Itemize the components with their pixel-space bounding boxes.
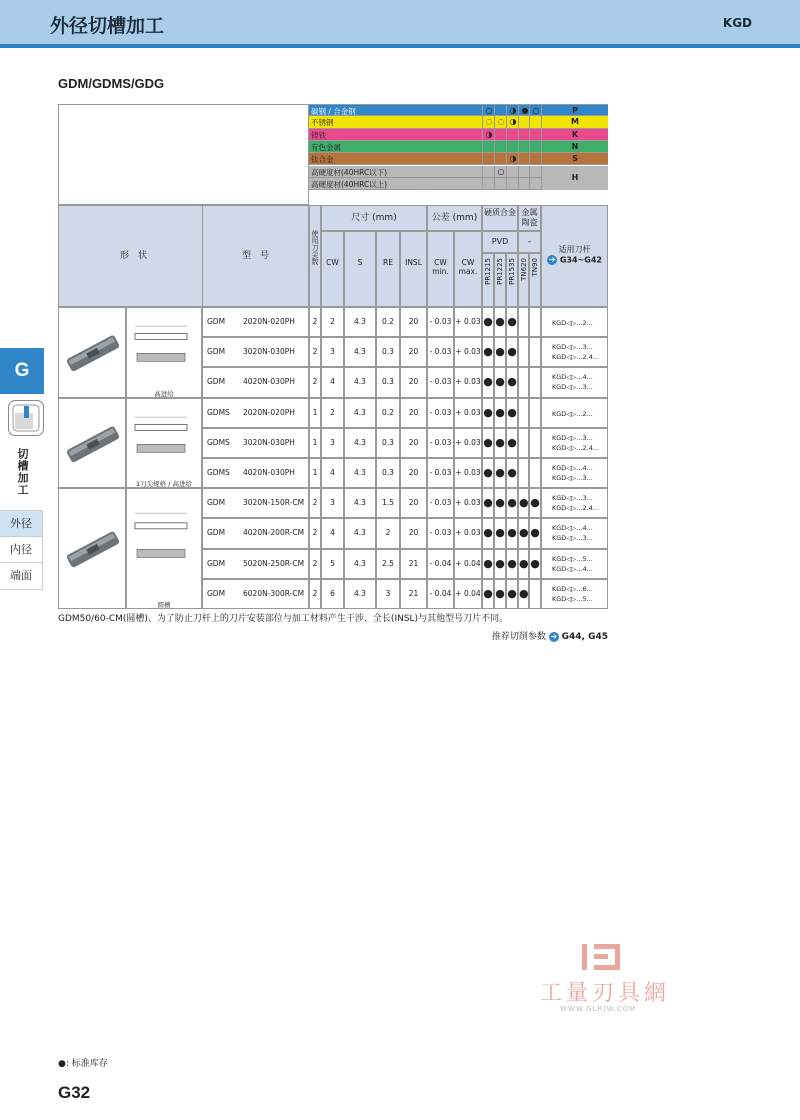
dash-header: -: [518, 231, 541, 253]
holder-model: KGD◁▷...5...: [552, 594, 593, 603]
holder-model: KGD◁▷...2...: [552, 409, 593, 418]
stock-mark: [529, 579, 541, 609]
holder-model: KGD◁▷...2.4...: [552, 504, 600, 513]
stock-mark: ●: [494, 549, 506, 579]
cw-value: 2: [321, 307, 344, 337]
model-cell[interactable]: [202, 337, 309, 367]
tmin-value: - 0.03: [427, 337, 454, 367]
material-row: [309, 141, 608, 153]
holder-model: KGD◁▷...3...: [552, 343, 593, 352]
insl-value: 20: [400, 518, 427, 548]
product-code: KGD: [722, 16, 752, 30]
tmin-value: - 0.03: [427, 398, 454, 428]
model-number: 3020N-030PH: [243, 347, 295, 357]
arrow-right-icon: ➔: [550, 631, 558, 641]
series-name: GDM: [207, 498, 226, 508]
tmin-value: - 0.04: [427, 549, 454, 579]
stock-mark: ●: [518, 579, 529, 609]
material-label: 不锈钢: [311, 118, 334, 128]
stock-mark: [529, 398, 541, 428]
tmax-value: + 0.04: [454, 579, 482, 609]
material-suitability: ◌: [494, 116, 507, 127]
insl-value: 20: [400, 488, 427, 518]
series-name: GDM: [207, 528, 226, 538]
model-number: 3020N-150R-CM: [243, 498, 305, 508]
stock-mark: ●: [529, 518, 541, 548]
grade-header: [518, 253, 529, 307]
cw-value: 3: [321, 428, 344, 458]
re-value: 2.5: [376, 549, 400, 579]
stock-mark: [518, 398, 529, 428]
cw-header: CW: [321, 231, 344, 307]
insl-value: 20: [400, 398, 427, 428]
tmax-value: + 0.03: [454, 398, 482, 428]
material-row: [309, 104, 608, 116]
grade-label: PR1215: [484, 258, 492, 285]
iso-code: M: [541, 116, 608, 127]
stock-mark: ●: [506, 428, 518, 458]
iso-code: H: [541, 166, 608, 191]
series-name: GDM: [207, 317, 226, 326]
holder-model: KGD◁▷...4...: [552, 524, 593, 533]
carbide-header: 硬质合金: [482, 205, 518, 231]
material-suitability: ○: [494, 166, 507, 177]
stock-mark: [529, 367, 541, 397]
s-value: 4.3: [344, 398, 376, 428]
s-value: 4.3: [344, 488, 376, 518]
tmax-value: + 0.03: [454, 458, 482, 488]
legend: ●: 标准库存: [58, 1059, 108, 1069]
insl-value: 21: [400, 549, 427, 579]
insert-caption: 高进给: [154, 389, 174, 398]
insert-caption: 圆槽: [157, 600, 171, 609]
grade-label: TN90: [531, 258, 539, 277]
stock-mark: [529, 337, 541, 367]
tmax-value: + 0.03: [454, 488, 482, 518]
grade-label: TN620: [519, 258, 528, 281]
holder-cell[interactable]: [541, 428, 608, 458]
holder-model: KGD◁▷...2...: [552, 319, 593, 327]
dims-header: 尺寸 (mm): [321, 205, 427, 231]
recommend-label: 推荐切削参数: [491, 632, 546, 642]
stock-mark: ●: [482, 367, 494, 397]
holder-model: KGD◁▷...3...: [552, 433, 593, 442]
re-header: RE: [376, 231, 400, 307]
tmin-value: - 0.03: [427, 488, 454, 518]
arrow-right-icon: ➔: [548, 255, 556, 264]
holder-model: KGD◁▷...3...: [552, 474, 593, 482]
holder-ref-text: G34~G42: [559, 255, 602, 265]
insert-drawing-icon: [127, 489, 203, 596]
series-name: GDMS: [207, 468, 230, 477]
tol-header: 公差 (mm): [427, 205, 482, 231]
cw-value: 3: [321, 488, 344, 518]
material-suitability: ●: [518, 105, 531, 115]
insert-photo: [58, 398, 126, 489]
holder-model: KGD◁▷...3...: [552, 534, 593, 543]
tmax-value: + 0.03: [454, 428, 482, 458]
tmax-value: + 0.04: [454, 549, 482, 579]
page-number: G32: [58, 1083, 91, 1102]
re-value: 0.2: [376, 307, 400, 337]
insl-value: 20: [400, 337, 427, 367]
model-cell[interactable]: [202, 488, 309, 518]
s-header: S: [344, 231, 376, 307]
material-label: 铸铁: [311, 130, 326, 140]
stock-mark: ●: [494, 488, 506, 518]
model-number: 2020N-020PH: [243, 407, 295, 417]
page-title: 外径切槽加工: [50, 15, 165, 37]
model-number: 2020N-020PH: [243, 317, 295, 326]
cw-max-header: CW max.: [454, 231, 482, 307]
stock-mark: ●: [482, 518, 494, 548]
re-value: 1.5: [376, 488, 400, 518]
material-suitability: ◌: [482, 116, 495, 127]
tmin-value: - 0.03: [427, 307, 454, 337]
edges-value: 2: [309, 307, 321, 337]
insert-image-icon: [59, 308, 127, 399]
re-value: 0.3: [376, 458, 400, 488]
grade-header: [482, 253, 494, 307]
s-value: 4.3: [344, 458, 376, 488]
insert-drawing-icon: [127, 308, 203, 385]
stock-mark: [518, 367, 529, 397]
edges-value: 2: [309, 579, 321, 609]
stock-mark: ●: [494, 337, 506, 367]
tab-face[interactable]: 端面: [0, 562, 43, 590]
material-suitability: ○: [482, 105, 495, 115]
stock-mark: ●: [494, 518, 506, 548]
model-cell[interactable]: [202, 458, 309, 488]
edges-value: 2: [309, 337, 321, 367]
stock-mark: ●: [506, 458, 518, 488]
stock-mark: ●: [506, 579, 518, 609]
watermark-text: 工量刃具網: [540, 981, 671, 1006]
edges-value: 1: [309, 428, 321, 458]
iso-code: N: [541, 141, 608, 152]
holder-cell[interactable]: [541, 549, 608, 579]
stock-mark: ●: [482, 307, 494, 337]
stock-mark: ●: [494, 367, 506, 397]
watermark-url: WWW.GLRJW.COM: [560, 1005, 637, 1013]
recommend-link[interactable]: [492, 629, 608, 642]
material-suitability: ○: [529, 105, 542, 115]
stock-mark: [518, 458, 529, 488]
shape-header: 形 状: [58, 205, 209, 307]
holder-model: KGD◁▷...5...: [552, 554, 593, 563]
holder-model: KGD◁▷...3...: [552, 494, 593, 503]
grade-label: PR1535: [508, 258, 516, 285]
footnote: GDM50/60-CM(圆槽)、为了防止刀杆上的刀片安装部位与加工材料产生干涉、全长(INSL)与其他型号刀片不同。: [58, 614, 509, 624]
stock-mark: ●: [482, 458, 494, 488]
edges-label: 使用刀尖数: [311, 230, 319, 265]
cw-value: 5: [321, 549, 344, 579]
cw-value: 2: [321, 398, 344, 428]
insert-image-icon: [59, 399, 127, 490]
tmin-value: - 0.04: [427, 579, 454, 609]
edges-value: 2: [309, 367, 321, 397]
edges-header: [309, 205, 321, 307]
re-value: 3: [376, 579, 400, 609]
stock-mark: [529, 458, 541, 488]
stock-mark: ●: [506, 307, 518, 337]
stock-mark: ●: [494, 398, 506, 428]
stock-mark: ●: [494, 458, 506, 488]
stock-mark: ●: [518, 518, 529, 548]
material-label: 碳钢 / 合金钢: [311, 107, 356, 116]
stock-mark: ●: [482, 579, 494, 609]
insert-photo: [58, 307, 126, 398]
section-title: GDM/GDMS/GDG: [58, 76, 165, 91]
edges-value: 1: [309, 398, 321, 428]
model-number: 4020N-200R-CM: [243, 528, 305, 538]
holder-title: 适用刀杆: [558, 245, 591, 254]
iso-code: S: [541, 153, 608, 164]
edges-value: 2: [309, 488, 321, 518]
tmin-value: - 0.03: [427, 458, 454, 488]
insert-image-icon: [59, 489, 127, 610]
model-number: 4020N-030PH: [243, 377, 295, 387]
holder-cell[interactable]: [541, 579, 608, 609]
stock-mark: ●: [518, 549, 529, 579]
material-row: [309, 153, 608, 165]
holder-cell[interactable]: [541, 337, 608, 367]
table-corner: [58, 104, 309, 205]
stock-mark: ●: [506, 367, 518, 397]
s-value: 4.3: [344, 337, 376, 367]
stock-mark: ●: [482, 428, 494, 458]
holder-model: KGD◁▷...2.4...: [552, 353, 600, 362]
material-label: 有色金属: [311, 142, 341, 152]
stock-mark: ●: [494, 307, 506, 337]
model-cell[interactable]: [202, 367, 309, 397]
series-name: GDMS: [207, 437, 230, 447]
model-cell[interactable]: [202, 579, 309, 609]
tmax-value: + 0.03: [454, 307, 482, 337]
holder-cell[interactable]: [541, 367, 608, 397]
cw-value: 4: [321, 367, 344, 397]
edges-value: 2: [309, 518, 321, 548]
stock-mark: ●: [482, 337, 494, 367]
model-number: 5020N-250R-CM: [243, 558, 305, 568]
model-number: 3020N-030PH: [243, 437, 295, 447]
insert-drawing-icon: [127, 399, 203, 476]
material-label: 钛合金: [311, 155, 334, 165]
insl-value: 20: [400, 458, 427, 488]
s-value: 4.3: [344, 579, 376, 609]
stock-mark: [518, 337, 529, 367]
series-name: GDM: [207, 377, 226, 387]
holder-cell[interactable]: [541, 307, 608, 337]
series-name: GDM: [207, 347, 226, 357]
grooving-icon: [8, 400, 44, 436]
cw-value: 4: [321, 458, 344, 488]
holder-cell[interactable]: [541, 518, 608, 548]
s-value: 4.3: [344, 549, 376, 579]
cw-value: 3: [321, 337, 344, 367]
insl-value: 20: [400, 367, 427, 397]
stock-mark: [518, 428, 529, 458]
holder-cell[interactable]: [541, 458, 608, 488]
holder-header: [541, 205, 608, 307]
tmin-value: - 0.03: [427, 367, 454, 397]
iso-code: P: [541, 105, 608, 115]
insert-drawing: [126, 488, 202, 609]
material-row: [309, 166, 608, 182]
cw-min-header: CW min.: [427, 231, 454, 307]
material-row: [309, 129, 608, 141]
grade-label: PR1225: [496, 258, 504, 285]
edges-value: 2: [309, 549, 321, 579]
stock-mark: ●: [529, 549, 541, 579]
tab-internal[interactable]: 内径: [0, 536, 43, 563]
holder-model: KGD◁▷...4...: [552, 464, 593, 472]
material-row: [309, 116, 608, 128]
recommend-pages: G44, G45: [561, 632, 608, 642]
re-value: 0.3: [376, 428, 400, 458]
tmax-value: + 0.03: [454, 367, 482, 397]
stock-mark: ●: [506, 337, 518, 367]
model-cell[interactable]: [202, 307, 309, 337]
series-name: GDM: [207, 588, 226, 598]
holder-model: KGD◁▷...6...: [552, 584, 593, 593]
stock-mark: [529, 307, 541, 337]
holder-model: KGD◁▷...3...: [552, 383, 593, 392]
cw-value: 4: [321, 518, 344, 548]
model-header: 型 号: [202, 205, 309, 307]
model-cell[interactable]: [202, 518, 309, 548]
model-cell[interactable]: [202, 428, 309, 458]
tmax-value: + 0.03: [454, 337, 482, 367]
tmax-value: + 0.03: [454, 518, 482, 548]
material-suitability: ◑: [506, 116, 519, 127]
stock-mark: [518, 307, 529, 337]
watermark-logo-icon: [580, 942, 628, 974]
holder-cell[interactable]: [541, 398, 608, 428]
model-number: 4020N-030PH: [243, 468, 295, 477]
insl-value: 20: [400, 307, 427, 337]
series-name: GDM: [207, 558, 226, 568]
grade-header: [494, 253, 506, 307]
stock-mark: [529, 428, 541, 458]
re-value: 0.3: [376, 337, 400, 367]
material-label: 高硬度材(40HRC以上): [311, 179, 388, 189]
material-suitability: ◑: [506, 105, 519, 115]
insert-caption: 1刀尖规格 / 高进给: [136, 480, 192, 489]
material-label: 高硬度材(40HRC以下): [311, 167, 388, 177]
insl-header: INSL: [400, 231, 427, 307]
series-name: GDMS: [207, 407, 230, 417]
chapter-letter[interactable]: G: [0, 348, 44, 394]
stock-mark: ●: [482, 549, 494, 579]
grade-header: [529, 253, 541, 307]
model-cell[interactable]: [202, 549, 309, 579]
re-value: 2: [376, 518, 400, 548]
model-cell[interactable]: [202, 398, 309, 428]
grade-header: [506, 253, 518, 307]
tmin-value: - 0.03: [427, 428, 454, 458]
tmin-value: - 0.03: [427, 518, 454, 548]
insl-value: 21: [400, 579, 427, 609]
stock-mark: ●: [494, 579, 506, 609]
holder-model: KGD◁▷...4...: [552, 373, 593, 382]
s-value: 4.3: [344, 518, 376, 548]
holder-ref[interactable]: [542, 255, 607, 265]
stock-mark: ●: [518, 488, 529, 518]
re-value: 0.2: [376, 398, 400, 428]
pvd-header: PVD: [482, 231, 518, 253]
stock-mark: ●: [506, 488, 518, 518]
tab-external[interactable]: 外径: [0, 510, 43, 537]
chapter-category: 切槽加工: [16, 448, 29, 496]
stock-mark: ●: [482, 398, 494, 428]
stock-mark: ●: [506, 518, 518, 548]
s-value: 4.3: [344, 307, 376, 337]
material-suitability: ◑: [506, 153, 519, 164]
edges-value: 1: [309, 458, 321, 488]
cermet-header: 金属陶瓷: [518, 205, 541, 231]
s-value: 4.3: [344, 367, 376, 397]
s-value: 4.3: [344, 428, 376, 458]
material-suitability: ◑: [482, 129, 495, 140]
holder-model: KGD◁▷...2.4...: [552, 443, 600, 452]
insert-photo: [58, 488, 126, 609]
stock-mark: ●: [482, 488, 494, 518]
re-value: 0.3: [376, 367, 400, 397]
insert-drawing: [126, 307, 202, 398]
model-number: 6020N-300R-CM: [243, 588, 305, 598]
iso-code: K: [541, 129, 608, 140]
stock-mark: ●: [529, 488, 541, 518]
insert-drawing: [126, 398, 202, 489]
holder-model: KGD◁▷...4...: [552, 564, 593, 573]
stock-mark: ●: [506, 549, 518, 579]
page-header: [0, 0, 800, 48]
insl-value: 20: [400, 428, 427, 458]
stock-mark: ●: [506, 398, 518, 428]
holder-cell[interactable]: [541, 488, 608, 518]
stock-mark: ●: [494, 428, 506, 458]
cw-value: 6: [321, 579, 344, 609]
